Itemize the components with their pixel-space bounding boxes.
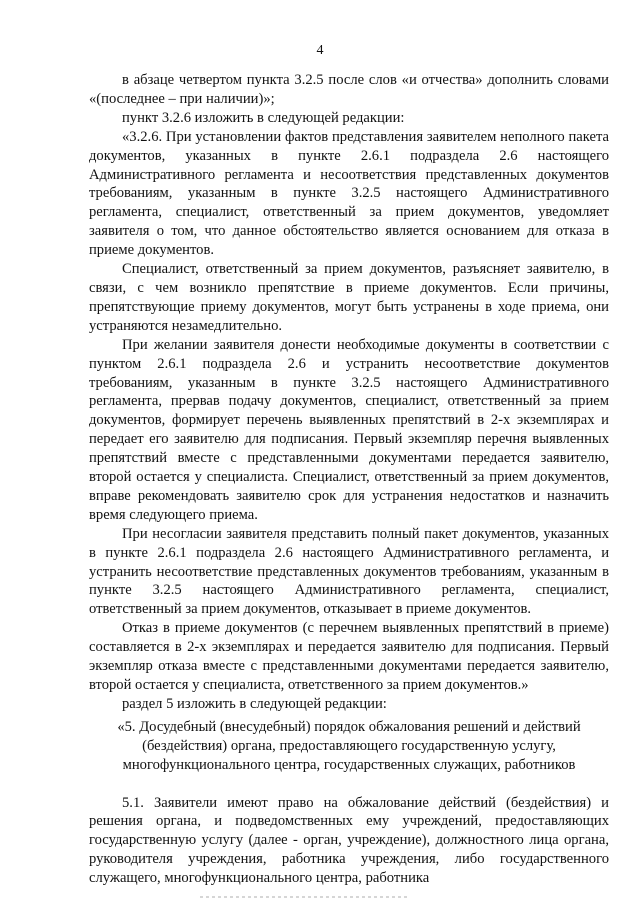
paragraph-refusal: Отказ в приеме документов (с перечнем выявленных препятствий в приеме) составляется в 2-х экземплярах и передается заявителю для подписания. Первый экземпляр отказа вместе с представленными документами передается заявителю, второй остается у специалиста, ответственного за прием документов.» [89,620,609,693]
scan-artifact [200,896,410,898]
section-5-heading: «5. Досудебный (внесудебный) порядок обжалования решений и действий (бездействия) органа, предоставляющего государственную услугу, многофункционального центра, государственных служащих, работников [117,718,581,773]
page-number: 4 [316,43,324,58]
paragraph-disagreement: При несогласии заявителя представить полный пакет документов, указанных в пункте 2.6.1 подраздела 2.6 настоящего Административного регламента, и устранить несоответствие представленных документов требованиям, указанным в пункте 3.2.5 настоящего Административного регламента, специалист, ответственный за прием документов, отказывает в приеме документов. [89,525,609,618]
paragraph-amendment-3-2-6-intro: пункт 3.2.6 изложить в следующей редакции: [122,109,405,126]
paragraph-section-5-intro: раздел 5 изложить в следующей редакции: [122,695,387,712]
paragraph-bring-documents: При желании заявителя донести необходимые документы в соответствии с пунктом 2.6.1 подраздела 2.6 и устранить несоответствие документов требованиям, указанным в пункте 3.2.5 настоящего Административного регламента, прервав подачу документов, специалист, ответственный за прием документов, формирует перечень выявленных препятствий в 2-х экземплярах и передает его заявителю для подписания. Первый экземпляр перечня выявленных препятствий вместе с представленными документами передается заявителю, второй остается у специалиста. Специалист, ответственный за прием документов, вправе рекомендовать заявителю срок для устранения недостатков и назначить время следующего приема. [89,336,609,523]
paragraph-specialist-explains: Специалист, ответственный за прием документов, разъясняет заявителю, в связи, с чем возникло препятствие в приеме документов. Если причины, препятствующие приему документов, могут быть устранены в ходе приема, они устраняются незамедлительно. [89,261,609,334]
paragraph-amendment-3-2-5: в абзаце четвертом пункта 3.2.5 после слов «и отчества» дополнить словами «(последнее – при наличии)»; [89,72,609,107]
spacer [89,775,609,794]
paragraph-3-2-6-text: «3.2.6. При установлении фактов представления заявителем неполного пакета документов, указанных в пункте 2.6.1 подраздела 2.6 настоящего Административного регламента и несоответствия представленных документов требованиям, указанным в пункте 3.2.5 настоящего Административного регламента, специалист, ответственный за прием документов, уведомляет заявителя о том, что данное обстоятельство является основанием для отказа в приеме документов. [89,128,609,259]
paragraph-5-1: 5.1. Заявители имеют право на обжалование действий (бездействия) и решения органа, и подведомственных ему учреждений, предоставляющих государственную услугу (далее - орган, учреждение), должностного лица органа, руководителя учреждения, работника учреждения, либо государственного служащего, многофункционального центра, работника [89,794,609,887]
document-body [89,71,609,888]
